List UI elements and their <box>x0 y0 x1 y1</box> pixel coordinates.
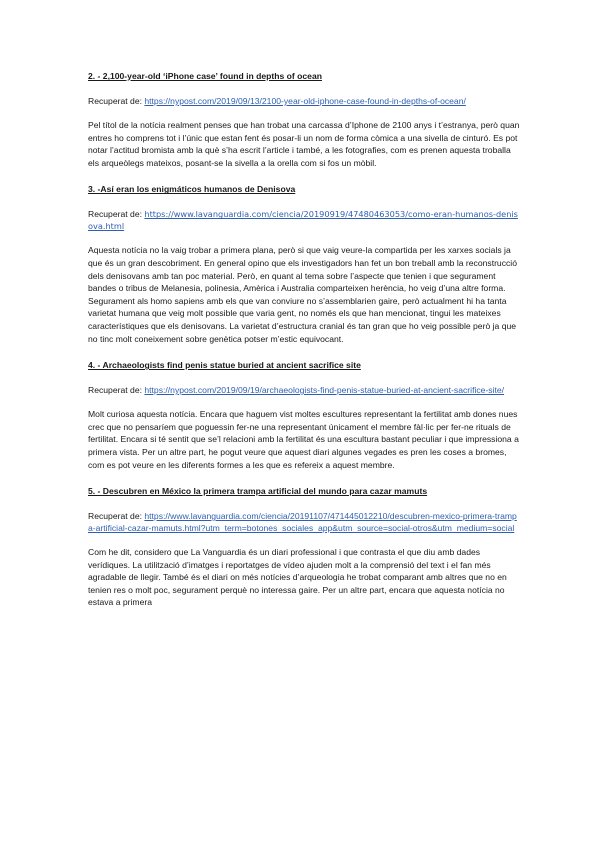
source-label: Recuperat de: <box>88 96 145 106</box>
section-heading: 4. - Archaeologists find penis statue buried at ancient sacrifice site <box>88 360 361 371</box>
source-label: Recuperat de: <box>88 385 145 396</box>
section-body: Molt curiosa aquesta notícia. Encara que haguem vist moltes escultures representant la fertilitat amb dones nues crec que no pensaríem que poguessin fer-ne una representant únicament el membre fàl·lic per fer-ne rituals de fertilitat. Encara si té sentit que se’l relacioni amb la fertilitat és una escultura bastant peculiar i que impressiona a primera vista. Per un altre part, he pogut veure que aquest diari algunes vegades es pren les coses a bromes, com es pot veure en les diferents formes a les que es refereix a aquest membre. <box>88 409 519 470</box>
news-section-5 <box>88 485 520 609</box>
source-link[interactable]: https://nypost.com/2019/09/19/archaeologists-find-penis-statue-buried-at-ancient-sacrifice-site/ <box>144 385 505 396</box>
section-body: Pel títol de la notícia realment penses que han trobat una carcassa d’Iphone de 2100 anys i t’estranya, però quan entres ho comprens tot i l’únic que estan fent és posar-li un nom de forma còmica a una sivella de cinturó. Es pot notar l’actitud bromista amb la què s’ha escrit l’article i també, a les fotografies, com es prenen aquesta troballa els arqueòlegs mateixos, posant-se la sivella a la orella com si fos un mòbil. <box>88 120 520 168</box>
source-link[interactable]: https://www.lavanguardia.com/ciencia/20191107/471445012210/descubren-mexico-primera-trampa-artificial-cazar-mamuts.html?utm_term=botones_sociales_app&utm_source=social-otros&utm_medium=social <box>88 511 517 534</box>
section-heading: 2. - 2,100-year-old ‘iPhone case’ found in depths of ocean <box>88 71 322 81</box>
news-section-2 <box>88 70 520 169</box>
news-section-4 <box>88 359 520 471</box>
source-line <box>88 384 520 396</box>
section-body: Aquesta notícia no la vaig trobar a primera plana, però si que vaig veure-la compartida per les xarxes socials ja que és un gran descobriment. En general opino que els investigadors han fet un bon treball amb la reconstrucció dels denisovans amb tan poc material. Però, en quant al tema sobre l’aspecte que tenien i que segurament bandes o tribus de Melanesia, polinesia, Amèrica i Australia comparteixen herència, ho veig d’una altre forma. Segurament als homo sapiens amb els que van conviure no s’assemblarien gaire, però actualment hi ha tanta varietat humana que veig molt possible que varia gent, no només els que han mencionat, tingui les mateixes característiques que els denisovans. La varietat d’estructura cranial és tan gran que ho veig possible però ja que no tinc molt coneixement sobre genètica potser m’estic equivocant. <box>88 245 517 344</box>
section-heading: 3. -Así eran los enigmáticos humanos de Denisova <box>88 184 296 195</box>
section-body: Com he dit, considero que La Vanguardia és un diari professional i que contrasta el que diu amb dades verídiques. La utilització d’imatges i reportatges de vídeo ajuden molt a la comprensió del text i el fan més agradable de llegir. També és el diari on més notícies d’arqueologia he trobat comparant amb altres que no en tenien res o molt poc, segurament perquè no interessa gaire. Per un altre part, encara que aquesta notícia no estava a primera <box>88 547 507 608</box>
source-line <box>88 510 520 534</box>
source-line <box>88 208 520 232</box>
source-link[interactable]: https://nypost.com/2019/09/13/2100-year-old-iphone-case-found-in-depths-of-ocean/ <box>144 96 466 106</box>
source-line <box>88 95 520 107</box>
section-heading: 5. - Descubren en México la primera trampa artificial del mundo para cazar mamuts <box>88 486 428 497</box>
news-section-3 <box>88 183 520 345</box>
source-label: Recuperat de: <box>88 209 145 220</box>
document-page <box>88 70 520 623</box>
source-link[interactable]: https://www.lavanguardia.com/ciencia/20190919/47480463053/como-eran-humanos-denisova.html <box>88 209 518 232</box>
source-label: Recuperat de: <box>88 511 145 522</box>
